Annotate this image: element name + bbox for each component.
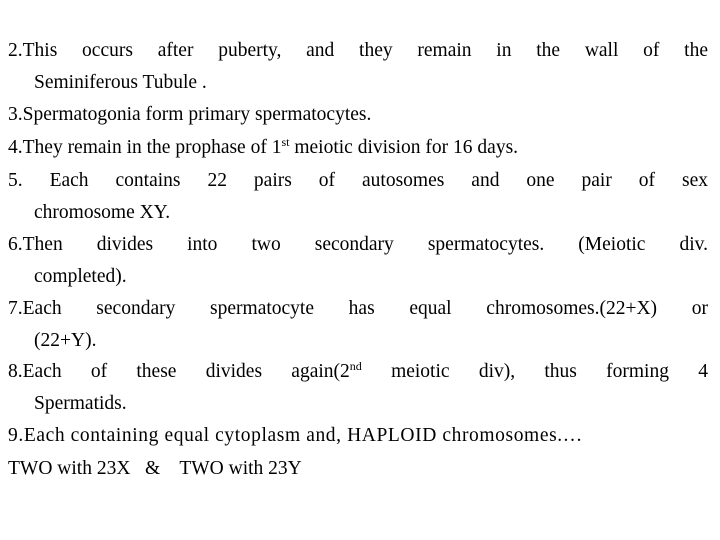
list-item-6 (8, 229, 708, 293)
item-3-line-1: 3.Spermatogonia form primary spermatocytes. (8, 104, 372, 125)
item-6-line-1: 6.Then divides into two secondary spermatocytes. (Meiotic div. (8, 234, 708, 255)
list-item-3 (8, 99, 708, 131)
item-8-line-2: Spermatids. (34, 393, 127, 414)
item-2-line-2: Seminiferous Tubule . (34, 72, 207, 93)
item-9-line-1: 9.Each containing equal cytoplasm and, HAPLOID chromosomes.… (8, 425, 583, 446)
item-4-line-1: 4.They remain in the prophase of 1st meiotic division for 16 days. (8, 135, 519, 158)
item-5-line-2: chromosome XY. (34, 202, 171, 223)
item-6-line-2: completed). (34, 266, 127, 287)
item-8-line-1: 8.Each of these divides again(2nd meiotic div), thus forming 4 (8, 359, 708, 382)
list-item-4 (8, 132, 708, 164)
item-5-line-1: 5. Each contains 22 pairs of autosomes and one pair of sex (8, 170, 708, 191)
superscript-st: st (281, 135, 290, 149)
final-line-text: TWO with 23X & TWO with 23Y (8, 458, 302, 479)
item-2-line-1: 2.This occurs after puberty, and they remain in the wall of the (8, 40, 708, 61)
list-item-5 (8, 165, 708, 229)
item-7-line-1: 7.Each secondary spermatocyte has equal chromosomes.(22+X) or (8, 298, 708, 319)
list-item-2 (8, 35, 708, 99)
superscript-nd: nd (349, 359, 362, 373)
item-7-line-2: (22+Y). (34, 330, 97, 351)
list-item-7 (8, 293, 708, 357)
list-item-8 (8, 356, 708, 420)
list-item-9 (8, 420, 708, 452)
final-line (8, 453, 708, 485)
